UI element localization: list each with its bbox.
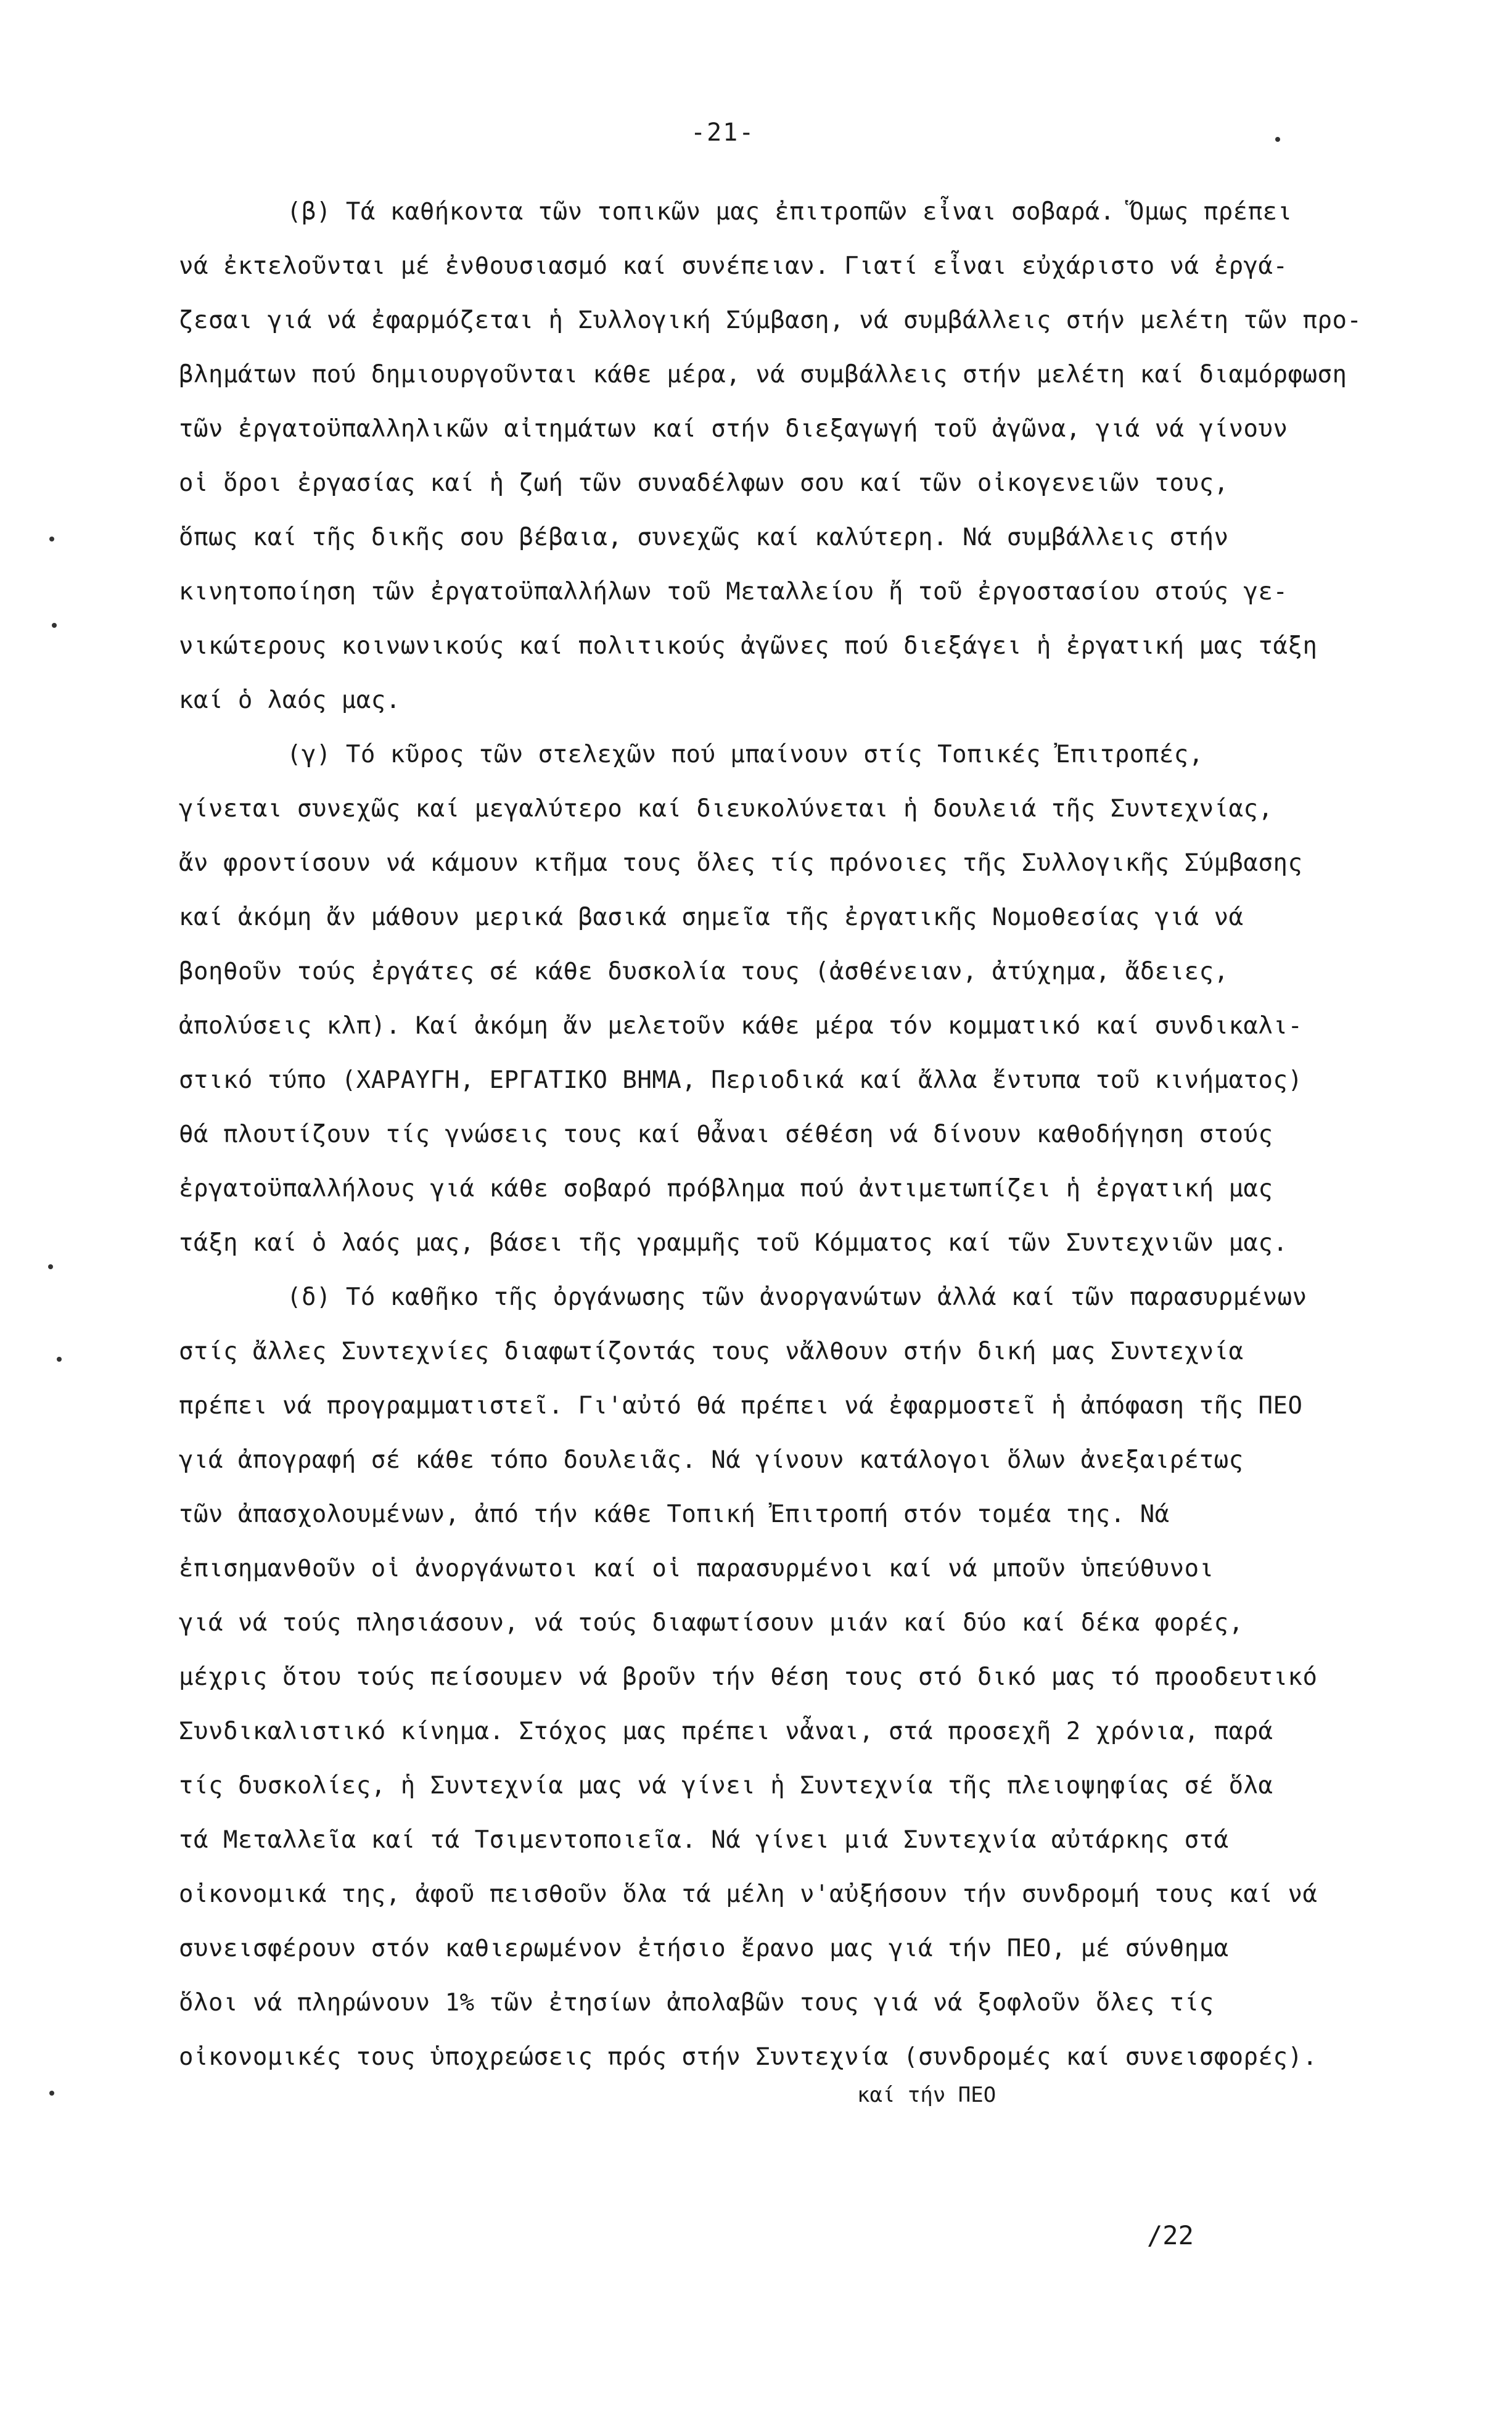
text-line: τῶν ἀπασχολουμένων, ἀπό τήν κάθε Τοπική Ἐπιτροπή στόν τομέα της. Νά	[179, 1500, 1170, 1528]
scan-speck	[1275, 137, 1280, 142]
text-line: ἐργατοϋπαλλήλους γιά κάθε σοβαρό πρόβλημα πού ἀντιμετωπίζει ἡ ἐργατική μας	[179, 1175, 1273, 1203]
text-line: μέχρις ὅτου τούς πείσουμεν νά βροῦν τήν θέση τους στό δικό μας τό προοδευτικό	[179, 1663, 1318, 1691]
scan-speck	[49, 2091, 54, 2096]
text-line: στίς ἄλλες Συντεχνίες διαφωτίζοντάς τους νἄλθουν στήν δική μας Συντεχνία	[179, 1338, 1244, 1365]
scan-speck	[48, 1264, 53, 1269]
text-line: κινητοποίηση τῶν ἐργατοϋπαλλήλων τοῦ Μεταλλείου ἤ τοῦ ἐργοστασίου στούς γε-	[179, 578, 1288, 606]
text-line: ὅλοι νά πληρώνουν 1% τῶν ἐτησίων ἀπολαβῶν τους γιά νά ξοφλοῦν ὅλες τίς	[179, 1989, 1214, 2017]
text-line: θά πλουτίζουν τίς γνώσεις τους καί θἆναι σέθέση νά δίνουν καθοδήγηση στούς	[179, 1121, 1273, 1148]
body-text	[179, 185, 1362, 2085]
text-line: Συνδικαλιστικό κίνημα. Στόχος μας πρέπει νἆναι, στά προσεχῆ 2 χρόνια, παρά	[179, 1718, 1273, 1745]
continuation-marker: /22	[1147, 2220, 1194, 2250]
text-line: τάξη καί ὁ λαός μας, βάσει τῆς γραμμῆς τοῦ Κόμματος καί τῶν Συντεχνιῶν μας.	[179, 1229, 1288, 1257]
text-line: στικό τύπο (ΧΑΡΑΥΓΗ, ΕΡΓΑΤΙΚΟ ΒΗΜΑ, Περιοδικά καί ἄλλα ἔντυπα τοῦ κινήματος)	[179, 1066, 1303, 1094]
page-number: -21-	[691, 118, 755, 147]
text-line: νά ἐκτελοῦνται μέ ἐνθουσιασμό καί συνέπειαν. Γιατί εἶναι εὐχάριστο νά ἐργά-	[179, 252, 1288, 280]
text-line: οἰκονομικές τους ὑποχρεώσεις πρός στήν Συντεχνία (συνδρομές καί συνεισφορές).	[179, 2043, 1318, 2071]
text-line: γιά νά τούς πλησιάσουν, νά τούς διαφωτίσουν μιάν καί δύο καί δέκα φορές,	[179, 1609, 1244, 1637]
text-line: ἀπολύσεις κλπ). Καί ἀκόμη ἄν μελετοῦν κάθε μέρα τόν κομματικό καί συνδικαλι-	[179, 1012, 1303, 1040]
text-line: πρέπει νά προγραμματιστεῖ. Γι'αὐτό θά πρέπει νά ἐφαρμοστεῖ ἡ ἀπόφαση τῆς ΠΕΟ	[179, 1392, 1303, 1420]
text-line: (δ) Τό καθῆκο τῆς ὀργάνωσης τῶν ἀνοργανώτων ἀλλά καί τῶν παρασυρμένων	[287, 1283, 1307, 1311]
text-line: ἐπισημανθοῦν οἱ ἀνοργάνωτοι καί οἱ παρασυρμένοι καί νά μποῦν ὑπεύθυνοι	[179, 1555, 1214, 1583]
text-line: βοηθοῦν τούς ἐργάτες σέ κάθε δυσκολία τους (ἀσθένειαν, ἀτύχημα, ἄδειες,	[179, 958, 1229, 986]
text-line: γιά ἀπογραφή σέ κάθε τόπο δουλειᾶς. Νά γίνουν κατάλογοι ὅλων ἀνεξαιρέτως	[179, 1446, 1244, 1474]
interlinear-insert: καί τήν ΠΕΟ	[857, 2083, 996, 2107]
text-line: (β) Τά καθήκοντα τῶν τοπικῶν μας ἐπιτροπῶν εἶναι σοβαρά. Ὅμως πρέπει	[287, 198, 1292, 226]
text-line: γίνεται συνεχῶς καί μεγαλύτερο καί διευκολύνεται ἡ δουλειά τῆς Συντεχνίας,	[179, 795, 1273, 823]
text-line: τίς δυσκολίες, ἡ Συντεχνία μας νά γίνει ἡ Συντεχνία τῆς πλειοψηφίας σέ ὅλα	[179, 1772, 1273, 1800]
text-line: τά Μεταλλεῖα καί τά Τσιμεντοποιεῖα. Νά γίνει μιά Συντεχνία αὐτάρκης στά	[179, 1826, 1229, 1854]
text-line: οἱ ὅροι ἐργασίας καί ἡ ζωή τῶν συναδέλφων σου καί τῶν οἰκογενειῶν τους,	[179, 469, 1229, 497]
text-line: καί ὁ λαός μας.	[179, 686, 401, 714]
text-line: τῶν ἐργατοϋπαλληλικῶν αἰτημάτων καί στήν διεξαγωγή τοῦ ἀγῶνα, γιά νά γίνουν	[179, 415, 1288, 443]
text-line: οἰκονομικά της, ἀφοῦ πεισθοῦν ὅλα τά μέλη ν'αὐξήσουν τήν συνδρομή τους καί νά	[179, 1880, 1318, 1908]
text-line: ἄν φροντίσουν νά κάμουν κτῆμα τους ὅλες τίς πρόνοιες τῆς Συλλογικῆς Σύμβασης	[179, 849, 1303, 877]
scan-speck	[52, 623, 57, 628]
scan-speck	[57, 1357, 62, 1362]
text-line: συνεισφέρουν στόν καθιερωμένον ἐτήσιο ἔρανο μας γιά τήν ΠΕΟ, μέ σύνθημα	[179, 1935, 1229, 1962]
text-line: καί ἀκόμη ἄν μάθουν μερικά βασικά σημεῖα τῆς ἐργατικῆς Νομοθεσίας γιά νά	[179, 903, 1244, 931]
text-line: νικώτερους κοινωνικούς καί πολιτικούς ἀγῶνες πού διεξάγει ἡ ἐργατική μας τάξη	[179, 632, 1318, 660]
text-line: ὅπως καί τῆς δικῆς σου βέβαια, συνεχῶς καί καλύτερη. Νά συμβάλλεις στήν	[179, 524, 1229, 551]
text-line: (γ) Τό κῦρος τῶν στελεχῶν πού μπαίνουν στίς Τοπικές Ἐπιτροπές,	[287, 741, 1204, 768]
scan-speck	[49, 537, 54, 541]
text-line: ζεσαι γιά νά ἐφαρμόζεται ἡ Συλλογική Σύμβαση, νά συμβάλλεις στήν μελέτη τῶν προ-	[179, 307, 1362, 334]
text-line: βλημάτων πού δημιουργοῦνται κάθε μέρα, νά συμβάλλεις στήν μελέτη καί διαμόρφωση	[179, 361, 1347, 389]
